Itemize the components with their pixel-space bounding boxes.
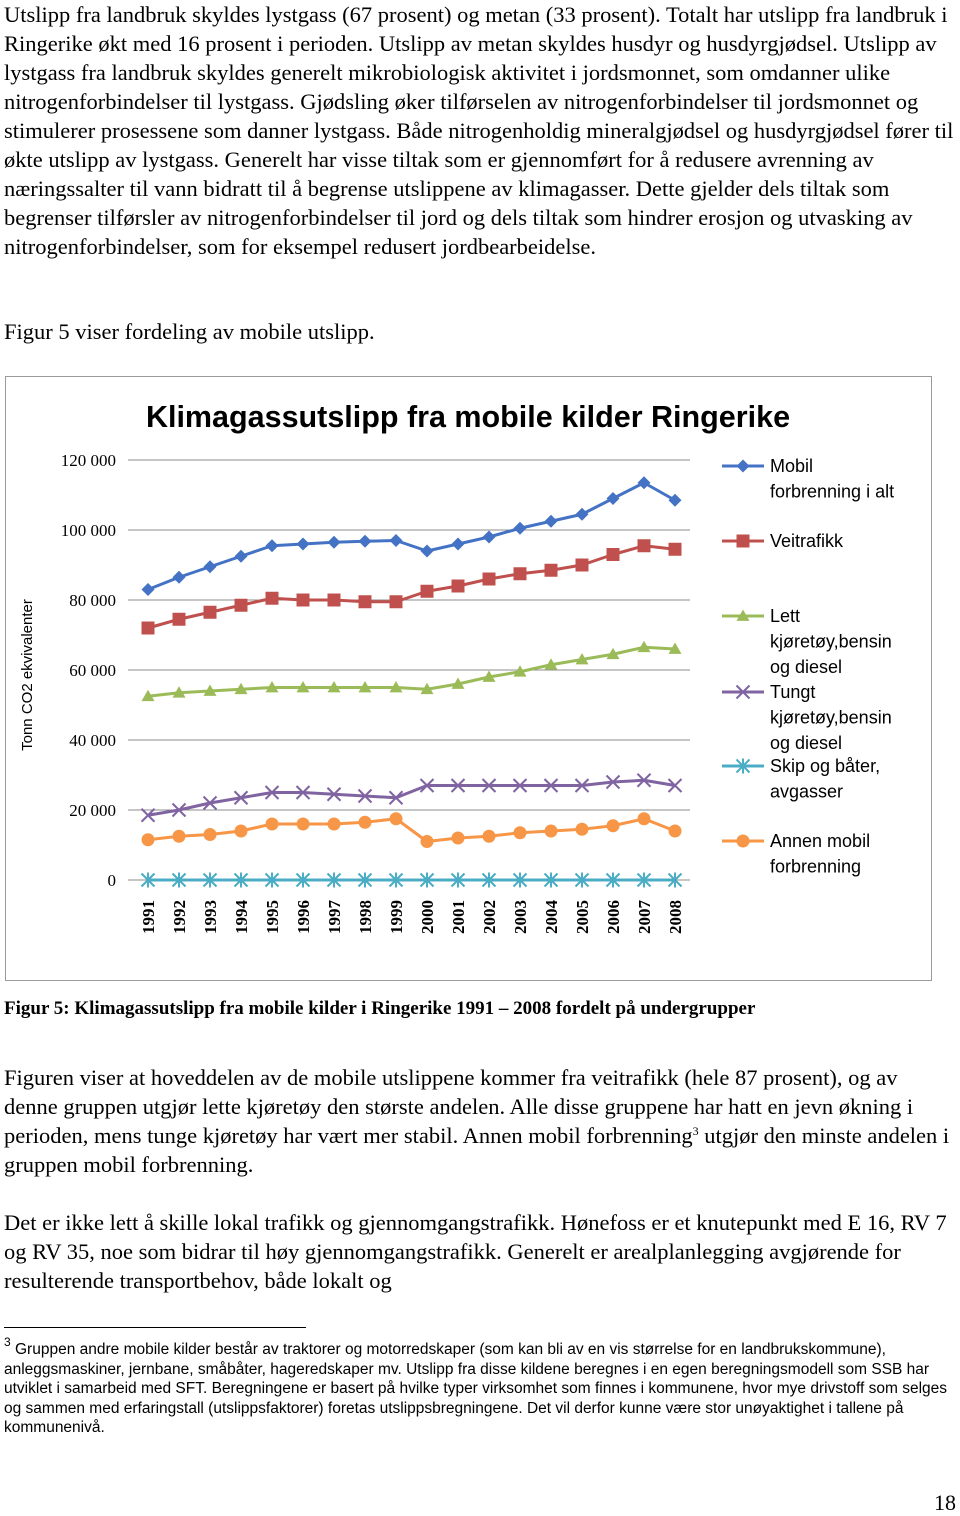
legend-swatch-marker [737, 835, 750, 848]
legend-item [722, 756, 880, 802]
y-tick-label: 20 000 [69, 801, 116, 820]
series-6-point [204, 828, 217, 841]
series-3 [142, 641, 682, 701]
legend-label: og diesel [770, 657, 843, 677]
page-number: 18 [934, 1490, 956, 1515]
y-tick-label: 0 [107, 871, 116, 890]
series-2-line [148, 546, 675, 628]
series-2-point [235, 599, 248, 612]
legend-label: og diesel [770, 733, 843, 753]
series-1-point [297, 538, 310, 551]
x-tick-label: 2003 [511, 900, 530, 934]
legend-item [722, 531, 844, 551]
y-tick-label: 40 000 [69, 731, 116, 750]
series-1-point [607, 492, 620, 505]
footnote-marker: 3 [4, 1335, 11, 1349]
legend-label: forbrenning [770, 856, 862, 877]
series-2-point [297, 594, 310, 607]
series-6-point [297, 818, 310, 831]
series-1-point [576, 508, 589, 521]
series-6-point [142, 833, 155, 846]
series-1-point [669, 494, 682, 507]
paragraph-text-continued: utgjør den minste andelen i gruppen mobil forbrenning. [4, 1123, 950, 1177]
legend-label: Veitrafikk [770, 531, 844, 551]
series-6-point [514, 826, 527, 839]
legend-label: kjøretøy,bensin [770, 631, 892, 652]
series-1-point [235, 550, 248, 563]
legend-item [722, 456, 894, 502]
x-tick-label: 2006 [604, 900, 623, 934]
series-2-point [638, 539, 651, 552]
series-2-point [266, 592, 279, 605]
series-6-point [638, 812, 651, 825]
x-tick-label: 2002 [480, 900, 499, 934]
series-1-point [173, 571, 186, 584]
series-6-point [235, 825, 248, 838]
series-1-line [148, 483, 675, 590]
series-6-point [576, 823, 589, 836]
x-tick-label: 1996 [294, 900, 313, 934]
series-1-point [452, 538, 465, 551]
series-2-point [204, 606, 217, 619]
series-6-point [669, 825, 682, 838]
paragraph-text: Figuren viser at hoveddelen av de mobile utslippene kommer fra veitrafikk (hele 87 prosent), og av denne gruppen utgjør lette kjøretøy den største andelen. Alle disse gruppene har hatt en jevn økning i perioden, mens tunge kjøretøy har vært mer stabil. Annen mobil forbrenning [4, 1065, 914, 1148]
x-tick-label: 2005 [573, 900, 592, 934]
x-tick-label: 1993 [201, 900, 220, 934]
figure-caption: Figur 5: Klimagassutslipp fra mobile kilder i Ringerike 1991 – 2008 fordelt på undergrupper [4, 998, 756, 1019]
x-tick-label: 1991 [139, 900, 158, 934]
series-2-point [514, 567, 527, 580]
x-tick-label: 1992 [170, 900, 189, 934]
x-tick-label: 1997 [325, 900, 344, 934]
legend-label: Skip og båter, [770, 756, 881, 776]
y-tick-label: 60 000 [69, 661, 116, 680]
series-6-line [148, 819, 675, 842]
series-1 [142, 476, 682, 596]
paragraph-figure-intro: Figur 5 viser fordeling av mobile utslipp. [4, 319, 375, 344]
y-axis-label: Tonn CO2 ekvivalenter [19, 599, 36, 751]
series-1-point [328, 536, 341, 549]
series-1-point [204, 560, 217, 573]
paragraph-landbruk: Utslipp fra landbruk skyldes lystgass (67 prosent) og metan (33 prosent). Totalt har utslipp fra landbruk i Ringerike økt med 16 prosent i perioden. Utslipp av metan skyldes husdyr og husdyrgjødsel. Utslipp av lystgass fra landbruk skyldes generelt mikrobiologisk aktivitet i jordsmonnet, som omdanner ulike nitrogenforbindelser til lystgass. Gjødsling øker tilførselen av nitrogenforbindelser til jordsmonnet og stimulerer prosessene som danner lystgass. Både nitrogenholdig mineralgjødsel og husdyrgjødsel fører til økte utslipp av lystgass. Generelt har visse tiltak som er gjennomført for å redusere avrenning av næringssalter til vann bidratt til å begrense utslippene av klimagasser. Dette gjelder dels tiltak som begrenser tilførsler av nitrogenforbindelser til jord og dels tiltak som hindrer erosjon og utvasking av nitrogenforbindelser, som for eksempel redusert jordbearbeidelse. [4, 2, 954, 259]
series-2-point [483, 573, 496, 586]
series-2-point [359, 595, 372, 608]
legend-label: kjøretøy,bensin [770, 707, 892, 728]
chart-title: Klimagassutslipp fra mobile kilder Ringerike [145, 400, 791, 434]
legend-label: Annen mobil [770, 831, 871, 851]
legend-item [722, 606, 892, 677]
series-2-point [607, 548, 620, 561]
series-1-point [514, 522, 527, 535]
legend-label: Mobil [770, 456, 814, 476]
series-6-point [390, 812, 403, 825]
series-1-point [359, 535, 372, 548]
series-2-point [545, 564, 558, 577]
x-tick-label: 1998 [356, 900, 375, 934]
footnote-text: Gruppen andre mobile kilder består av traktorer og motorredskaper (som kan bli av en vis størrelse for en landbrukskommune), anleggsmaskiner, jernbane, småbåter, hageredskaper mv. Utslipp fra disse kildene beregnes i en egen beregningsmodell som SSB har utviklet i samarbeid med SFT. Beregningene er basert på hvilke typer virksomhet som finnes i kommunene, hvor mye drivstoff som selges og sammen med erfaringstall (utslippsfaktorer) foretas utslippsbregningene. Det vil derfor kunne være stor unøyaktighet i tallene på kommunenivå. [4, 1341, 948, 1436]
series-6-point [452, 832, 465, 845]
series-2-point [669, 543, 682, 556]
series-6 [142, 812, 682, 848]
legend-swatch-marker [737, 460, 750, 473]
series-2-point [390, 595, 403, 608]
x-tick-label: 1994 [232, 900, 251, 934]
series-1-point [266, 539, 279, 552]
series-2 [142, 539, 682, 634]
series-6-point [173, 830, 186, 843]
series-1-point [390, 534, 403, 547]
legend-item [722, 831, 870, 877]
footnote-reference[interactable]: 3 [692, 1124, 699, 1138]
x-tick-label: 2007 [635, 900, 654, 934]
series-2-point [142, 622, 155, 635]
series-6-point [483, 830, 496, 843]
x-tick-label: 2004 [542, 900, 561, 934]
y-tick-label: 120 000 [60, 451, 116, 470]
series-6-point [266, 818, 279, 831]
series-1-point [142, 583, 155, 596]
series-6-point [607, 819, 620, 832]
x-tick-label: 1999 [387, 900, 406, 934]
series-6-point [545, 825, 558, 838]
legend-item [722, 682, 892, 753]
x-tick-label: 2008 [666, 900, 685, 934]
x-tick-label: 2001 [449, 900, 468, 934]
paragraph-figure-explanation [4, 1063, 956, 1179]
series-2-point [328, 594, 341, 607]
series-1-point [545, 515, 558, 528]
footnote [4, 1335, 956, 1438]
series-3-line [148, 647, 675, 696]
x-tick-label: 1995 [263, 900, 282, 934]
legend-label: Lett [770, 606, 801, 626]
y-tick-label: 100 000 [60, 521, 116, 540]
legend-swatch-marker [737, 535, 750, 548]
series-2-point [173, 613, 186, 626]
emissions-chart [5, 376, 932, 981]
x-tick-label: 2000 [418, 900, 437, 934]
series-4 [142, 774, 682, 822]
series-6-point [328, 818, 341, 831]
series-1-point [483, 531, 496, 544]
series-6-point [359, 816, 372, 829]
series-1-point [421, 545, 434, 558]
legend-label: Tungt [770, 682, 816, 702]
legend-label: forbrenning i alt [770, 481, 895, 502]
footnote-separator [4, 1327, 306, 1328]
series-6-point [421, 835, 434, 848]
series-2-point [452, 580, 465, 593]
series-2-point [576, 559, 589, 572]
paragraph-traffic: Det er ikke lett å skille lokal trafikk og gjennomgangstrafikk. Hønefoss er et knutepunkt med E 16, RV 7 og RV 35, noe som bidrar til høy gjennomgangstrafikk. Generelt er arealplanlegging avgjørende for resulterende transportbehov, både lokalt og [4, 1210, 947, 1293]
y-tick-label: 80 000 [69, 591, 116, 610]
emissions-chart-svg [6, 377, 931, 980]
legend-label: avgasser [770, 781, 844, 802]
series-2-point [421, 585, 434, 598]
series-5 [142, 873, 682, 888]
series-1-point [638, 476, 651, 489]
